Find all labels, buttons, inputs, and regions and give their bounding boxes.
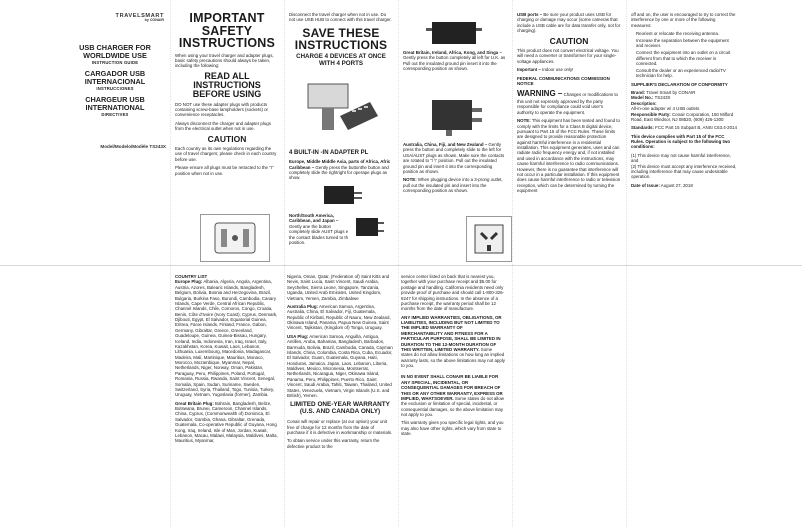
party-label: Responsible Party: — [631, 111, 671, 117]
warranty-p5: IN NO EVENT SHALL CONAIR BE LIABLE FOR ANY SPECIAL, INCIDENTAL, OR CONSEQUENTIAL DAMAGES FOR BREACH OF THIS OR ANY OTHER WARRANTY, EXPRESS OR IMPLIED, WHATSOEVER. — [401, 374, 503, 401]
caution-heading-2: CAUTION — [549, 35, 589, 46]
conformity-panel — [631, 12, 737, 264]
country-list-heading: COUNTRY LIST — [175, 274, 208, 279]
europe-plug-illustration — [318, 182, 366, 210]
desc-value: All-in-one adapter w/ 4 USB outlets — [631, 106, 700, 112]
list-item: • Connect the equipment into an outlet on a circuit different from that to which the receiver is connected. — [636, 50, 737, 66]
warranty-p3: service center listed on back that is nearest you, together with your purchase receipt and $5.00 for postage and handling. California residents need only provide proof of purchase and should call 1-800-326-6247 for shipping instructions. In the absence of a purchase receipt, the warranty period shall be 12 months from the date of manufacture. — [401, 274, 505, 312]
top-plug-illustration — [412, 18, 498, 48]
warning-heading: WARNING – — [517, 89, 563, 99]
fold-line — [626, 0, 627, 527]
warranty-p5b: Some states do not allow the exclusion or limitation of special, incidental, or consequential damages, so the above limitation may not apply to you. — [401, 395, 504, 417]
europe-label: Europe, Middle Middle Asia, parts of Africa, Afric Caribbean – — [289, 159, 391, 170]
model-value: TS243X — [654, 95, 671, 101]
title-es: CARGADOR USB INTERNACIONAL — [84, 69, 146, 87]
condition-1: (1) This device may not cause harmful interference, and — [631, 152, 731, 164]
fcc-note-label: NOTE: — [517, 118, 531, 124]
gb-text: Gently press the button completely all left for U.K. as Pull out the insulated ground pin insert it into the corresponding position as shown. — [403, 55, 506, 72]
gb-label: Great Britain, Ireland, Africa, Kong, and Singa – — [403, 50, 502, 55]
gb-plug-illustration — [420, 94, 490, 138]
fold-line — [170, 0, 171, 527]
standards-label: Standards: — [631, 125, 654, 131]
measures-list — [631, 31, 737, 79]
important-text: Indoor use only! — [542, 67, 574, 73]
title-fr: CHARGEUR USB INTERNATIONAL — [85, 95, 145, 113]
caution-text: This product does not convert electrical voltage. You will need a converter or transformer for your single-voltage appliances. — [517, 48, 619, 64]
country-list-panel — [175, 274, 279, 524]
read-paragraph: DO NOT use these adapter plugs with products containing screw-base lampholders (sockets) or convenience receptacles. — [175, 101, 268, 118]
fcc-heading: FEDERAL COMMUNICATIONS COMMISSION NOTICE — [517, 75, 610, 86]
important-label: Important – — [517, 67, 541, 73]
sdoc-heading: SUPPLIER'S DECLARATION OF CONFORMITY — [631, 81, 728, 87]
gb-countries-continued: Nigeria, Oman, Qatar, (Federation of) Saint Kitts and Nevis, Saint Lucia, Saint Vincent, Saudi Arabia, Seychelles, Sierra Leone, Singapore, Tanzania, Uganda, United Arab Emirates, United Kingdom, Vietnam, Yemen, Zambia, Zimbabwe — [287, 274, 390, 301]
fold-line — [512, 0, 513, 527]
gb-plug-label: Great Britain Plug: — [175, 400, 214, 406]
model-label: Model No.: — [631, 95, 654, 101]
warranty-panel — [401, 274, 505, 524]
au-plug-label: Australia Plug: — [287, 303, 318, 309]
warranty-p6: This warranty gives you specific legal rights, and you may also have other rights, which vary from state to state. — [401, 420, 504, 437]
list-item: • Consult the dealer or an experienced radio/TV technician for help. — [636, 68, 737, 79]
na-label: North/South America, Caribbean, and Japan – — [289, 213, 339, 224]
usb-text: Be sure your product uses USB for charging or damage may occur (some cameras that include a USB cable are for data transfer only, not for charging). — [517, 12, 621, 34]
model-number: Model/Modelo/Modèle TS243X — [100, 144, 166, 149]
brand-label: Brand: — [631, 90, 646, 95]
na-plug-panel — [289, 213, 349, 261]
usa-plug-countries: American Samoa, Anguilla, Antigua, Antilles, Aruba, Bahamas, Bangladesh, Barbados, Barmuda, Bolivia, Brazil, Cambodia, Canada, Cayman Islands, China, Colombia, Costa Rica, Cuba, Ecuador, El Salvador, Guam, Guatemala, Guyana, Haiti, Honduras, Jamaica, Japan, Laos, Lebanon, Liberia, Maldives, Mexico, Micronesia, Montserrat, Netherlands, Nicaragua, Niger, Okinawa Island, Panama, Peru, Philippines, Puerto Rico, Saint Vincent, Saudi Arabia, Tahiti, Taiwan, Thailand, United States, Venezuela, Vietnam, Virgin Islands (U.S. and British), Yemen. — [287, 333, 393, 398]
europe-plug-label: Europe Plug: — [175, 279, 203, 285]
date-value: August 27, 2018 — [660, 182, 693, 188]
cover-titles — [60, 44, 170, 122]
warranty-p1: Conair will repair or replace (at our option) your unit free of charge for 12 months from the date of purchase if it is defective in workmanship or materials. — [287, 419, 393, 436]
read-heading: READ ALL INSTRUCTIONS BEFORE USING — [192, 70, 262, 99]
list-item: • Increase the separation between the equipment and receiver. — [636, 38, 737, 49]
date-label: Date of Issue: — [631, 182, 660, 188]
charger-illustration — [300, 80, 384, 144]
gb-plug-panel — [403, 50, 507, 90]
title-en: USB CHARGER FOR WORLDWIDE USE — [79, 43, 151, 61]
warranty-heading: LIMITED ONE-YEAR WARRANTY (U.S. AND CANADA ONLY) — [290, 401, 390, 416]
save-heading: SAVE THESE INSTRUCTIONS — [294, 25, 388, 52]
fold-line — [284, 0, 285, 527]
fcc-panel — [517, 12, 621, 264]
warning-text: Changes or modifications to this unit not expressly approved by the party responsible for compliance could void user's authority to operate the equipment. — [517, 92, 619, 115]
caution-paragraph: Please ensure all plugs must be retracted to the "I" position when not in use. — [175, 165, 274, 176]
europe-plug-countries: Albania, Algeria, Angola, Argentina, Austria, Azores, Balearic Islands, Bangladesh, Belgium, Bolivia, Bosnia and Herzegovina, Brazil, Bulgaria, Burkina Faso, Burundi, Cambodia, Canary Islands, Cape Verde, Central African Republic, Channel Islands, Chile, Comoros, Congo, Croatia, Benin, Côte d'Ivoire (Ivory Coast), Cyprus, Denmark, Djibouti, Egypt, El Salvador, Equatorial Guinea, Eritrea, Faroe Islands, Finland, France, Gabon, Germany, Gibraltar, Greece, Greenland, Guadeloupe, Guinea, Guinea-Bissau, Hungary, Iceland, India, Indonesia, Iran, Iraq, Israel, Italy, Kazakhstan, Korea, Kuwait, Laos, Lebanon, Lithuania, Luxembourg, Macedonia, Madagascar, Madeira, Mali, Martinique, Mauritius, Monaco, Morocco, Mozambique, Myanmar, Nepal, Netherlands, Niger, Norway, Oman, Pakistan, Paraguay, Peru, Philippines, Poland, Portugal, Romania, Russia, Rwanda, Saint Vincent, Senegal, Somalia, Spain, Sudan, Suriname, Sweden, Switzerland, Syria, Thailand, Togo, Tunisia, Turkey, Uruguay, Vietnam, Yugoslavia (former), Zambia. — [175, 279, 278, 398]
fcc-continued: off and on, the user is encouraged to try to correct the interference by one or more of the following measures: — [631, 12, 736, 28]
au-label: Australia, China, Fiji, and New Zealand – — [403, 142, 488, 147]
retracted-plug-illustration — [200, 214, 270, 262]
gb-plug-countries: Bahrain, Bangladesh, Belize, Botswana, Brunei, Cameroon, Channel Islands, China, Cyprus, (Commonwealth of) Dominica, El Salvador, Gambia, Ghana, Gibraltar, Grenada, Guatemala, Co-operative Republic of Guyana, Hong Kong, Iraq, Ireland, Isle of Man, Jordan, Kuwait, Lebanon, Macau, Malawi, Malaysia, Maldives, Malta, Mauritius, Myanmar, — [175, 400, 278, 444]
subtitle-es: INSTRUCCIONES — [96, 86, 134, 92]
brand-logo: TRAVELSMART by CONAIR — [115, 13, 164, 22]
disconnect-text: Disconnect the travel charger when not in use. Do not use USB HUB to connect with this travel charger. — [289, 12, 392, 23]
warranty-p4: ANY IMPLIED WARRANTIES, OBLIGATIONS, OR LIABILITIES, INCLUDING BUT NOT LIMITED TO THE IMPLIED WARRANTY OF MERCHANTABILITY AND FITNESS FOR A PARTICULAR PURPOSE, SHALL BE LIMITED IN DURATION TO THE 12-MONTH DURATION OF THIS WRITTEN, LIMITED WARRANTY. — [401, 314, 502, 352]
safety-heading: IMPORTANT SAFETY INSTRUCTIONS — [178, 12, 276, 50]
brand-value: Travel Smart by CONAIR — [646, 90, 696, 95]
warranty-p4b: Some states do not allow limitations on how long an implied warranty lasts, so the above limitations may not apply to you. — [401, 346, 505, 368]
na-text: Gently ane the button completely slide AUST plugs e the contact blades turned to th position. — [289, 223, 349, 245]
list-item: • Reorient or relocate the receiving antenna. — [636, 31, 737, 36]
standards-value: FCC Part 15 Subpart B, ANSI C63.4-2014 — [655, 125, 737, 131]
country-list-panel-2 — [287, 274, 393, 524]
caution-heading: CAUTION — [207, 133, 247, 144]
note-text: When plugging device into a 3-prong outlet, pull out the insulated pin and insert into the corresponding position as shown. — [403, 177, 503, 193]
fcc-note-text: This equipment has been tested and found to comply with the limits for a Class B digital device, pursuant to Part 15 of the FCC Rules. These limits are designed to provide reasonable protection against harmful interference in a residential installation. This equipment generates, uses and can radiate radio frequency energy and, if not installed and used in accordance with the instructions, may cause harmful interference to radio communications. However, there is no guarantee that interference will not occur in a particular installation. If this equipment does cause harmful interference to radio or television reception, which can be determined by turning the equipment — [517, 118, 621, 193]
na-plug-illustration — [352, 214, 388, 242]
condition-2: (2) This device must accept any interference received, including interference that may cause undesirable operation. — [631, 163, 737, 180]
comply-text: This device complies with Part 15 of the FCC Rules. Operation is subject to the following two conditions: — [631, 133, 731, 150]
builtin-heading: 4 BUILT-IN -IN ADAPTER PL — [289, 150, 369, 156]
desc-label: Description: — [631, 100, 657, 106]
au-plug-illustration — [466, 216, 512, 262]
caution-paragraph: Each country as its own regulations regarding the use of travel chargers; please check in each country before use. — [175, 146, 277, 162]
subtitle-en: INSTRUCTION GUIDE — [91, 60, 139, 66]
charge-heading: CHARGE 4 DEVICES AT ONCE WITH 4 PORTS — [296, 52, 386, 67]
fold-line — [398, 0, 399, 527]
warranty-p2: To obtain service under this warranty, return the defective product to the — [287, 438, 380, 449]
usa-plug-label: USA Plug: — [287, 333, 309, 339]
read-paragraph: Always disconnect the charger and adapter plugs from the electrical outlet when not in use. — [175, 120, 271, 132]
horizontal-fold-line — [0, 265, 802, 266]
party-value: Conair Corporation, 150 Milford Road, East Windsor, NJ 08520, (609) 426-1300 — [631, 111, 734, 122]
note-label: NOTE: — [403, 177, 417, 183]
safety-intro: When using your travel charger and adapter plugs, basic safety precautions should always be taken, including the following: — [175, 52, 274, 69]
usb-label: USB ports – — [517, 12, 543, 17]
subtitle-fr: DIRECTIVES — [101, 112, 129, 118]
europe-text: Gently press the buttonthe button and completely slide the rightright for operape plugs as show. — [289, 164, 389, 181]
au-text: Gently press the button and completely slide to the left for USA/AUST plugs as shown. Make sure the contacts are rotated to "/ \" position. Pull out the insulated ground pin and insert it into the corresponding position as shown. — [403, 142, 505, 174]
au-plug-countries: American Samoa, Argentina, Australia, China, El Salvador, Fiji, Guatemala, Republic of Kiribati, Republic of Nauru, New Zealand, Okinawa Island, Panama, Papua New Guinea, Saint Vincent, Tajikistan, (Kingdom of) Tonga, Uruguay. — [287, 303, 391, 331]
